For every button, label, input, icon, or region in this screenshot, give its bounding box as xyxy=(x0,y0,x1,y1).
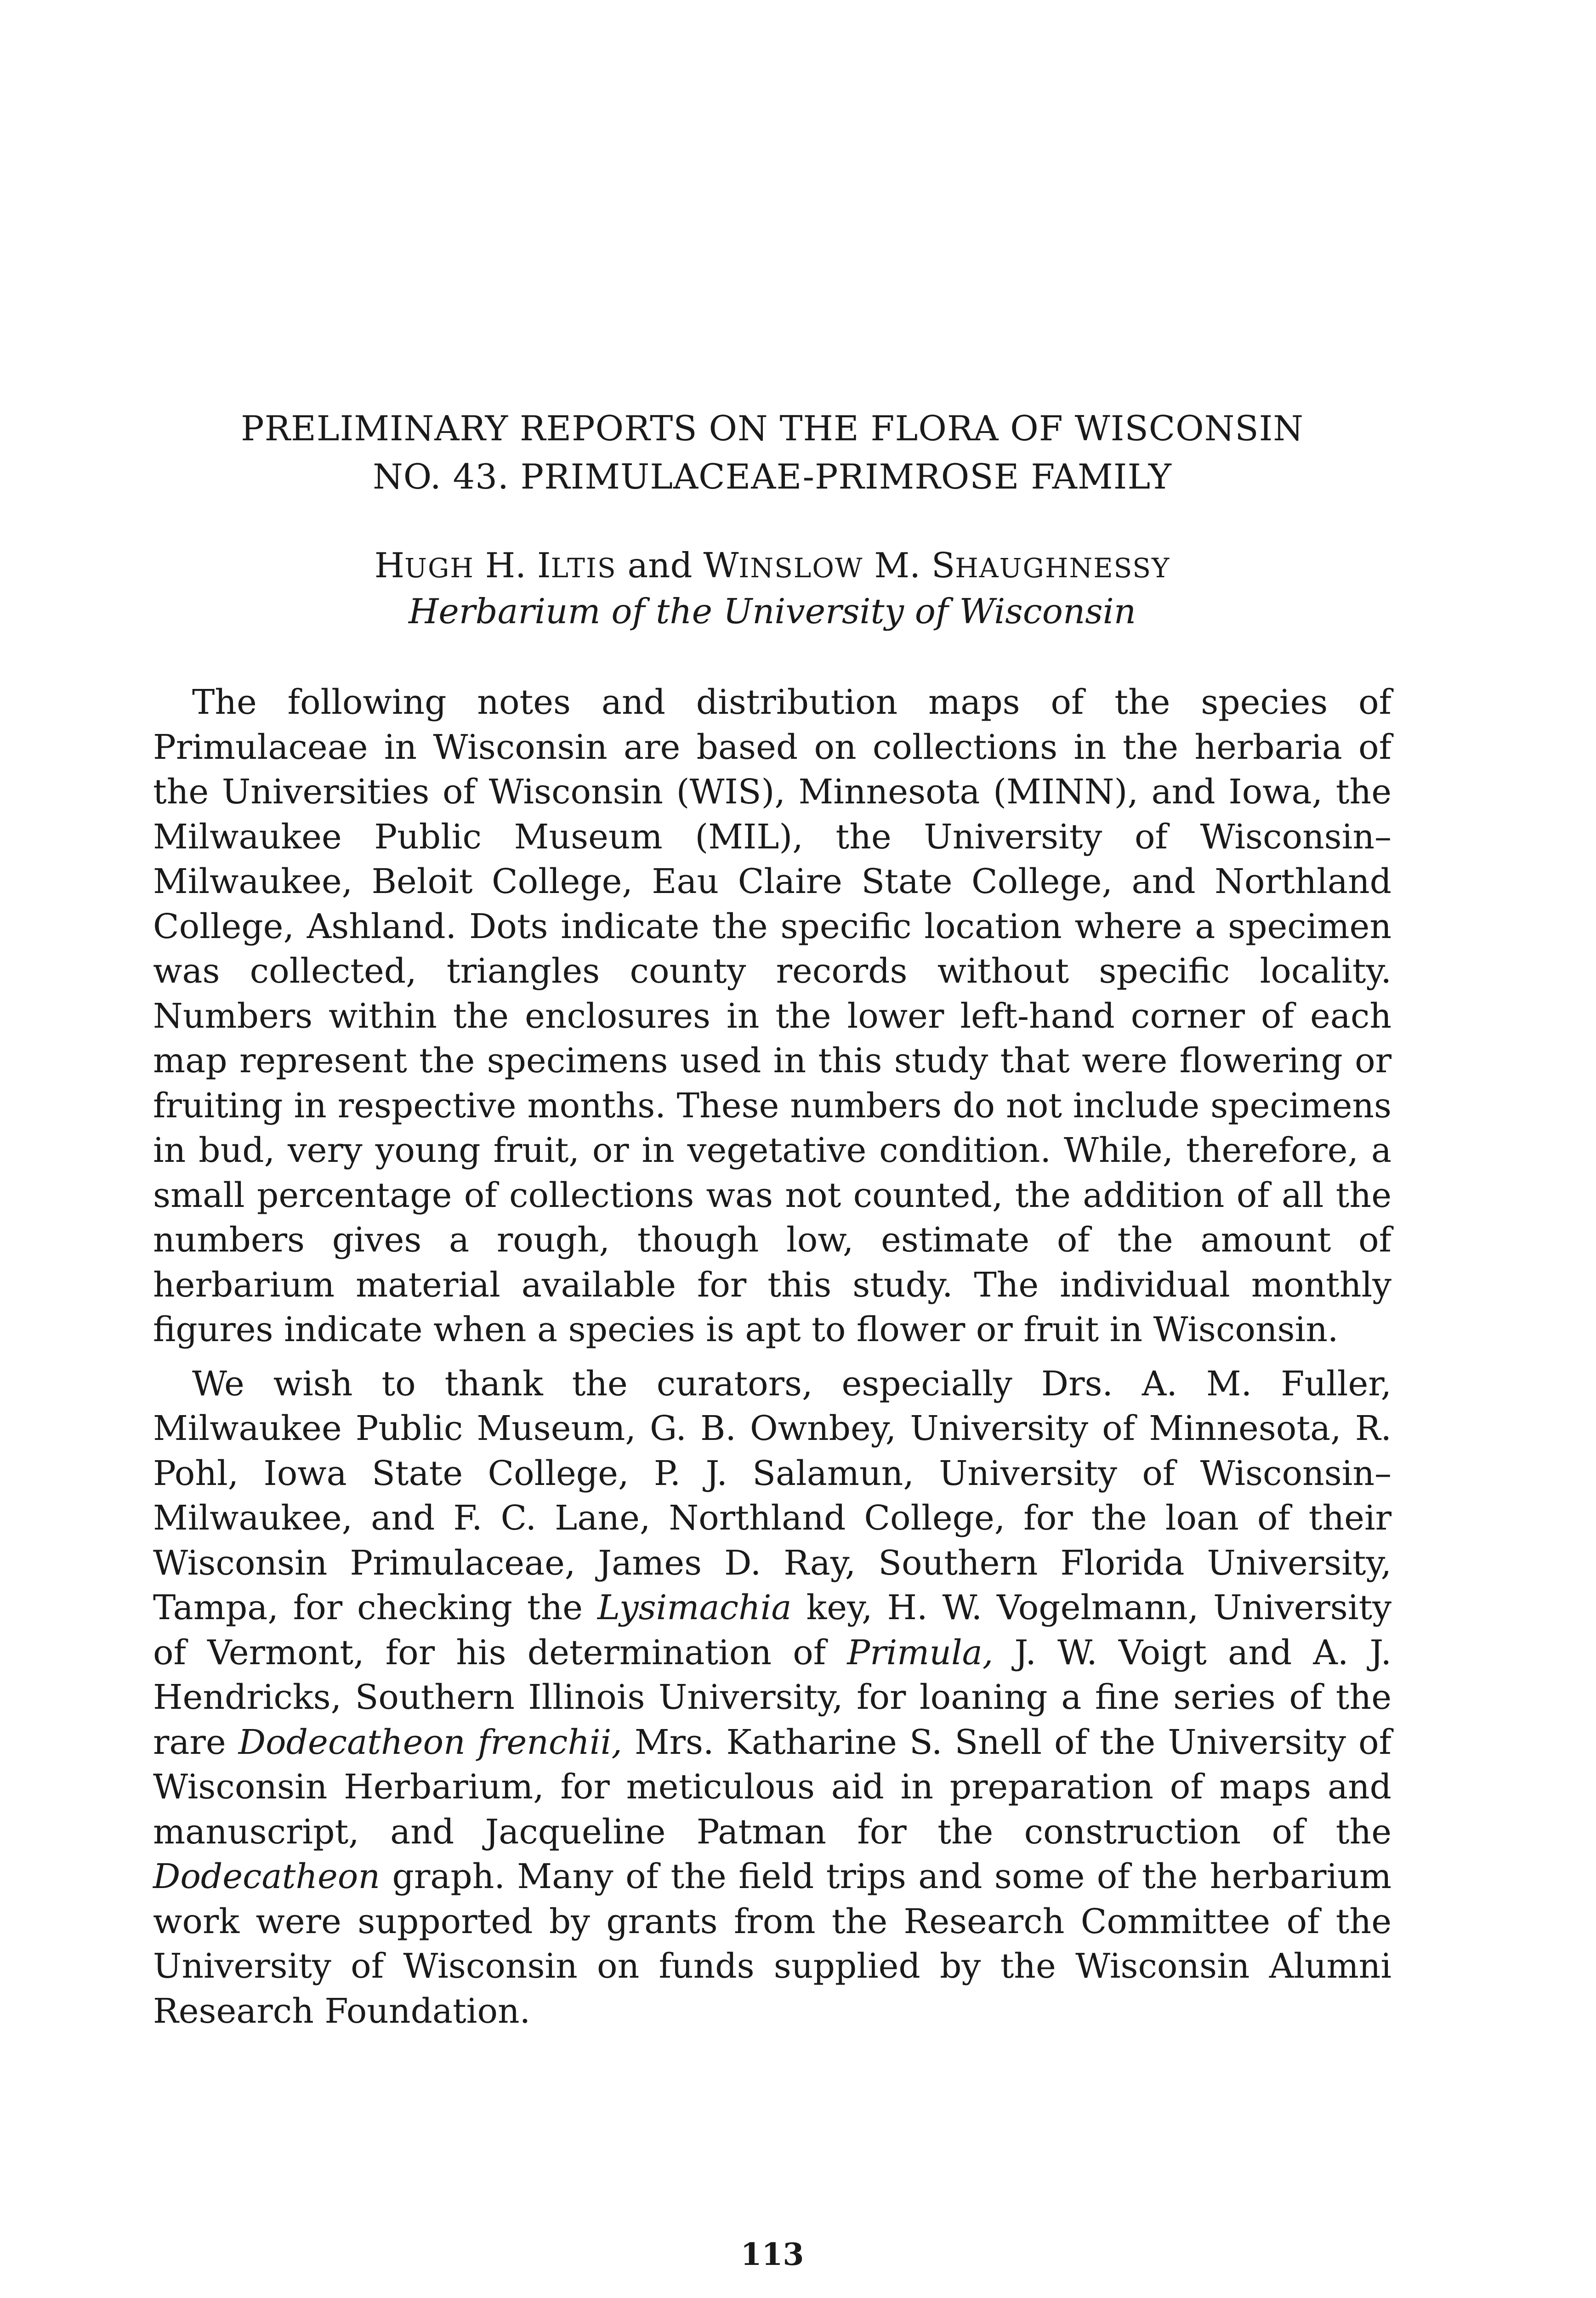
article-body xyxy=(153,680,1392,2043)
page-number: 113 xyxy=(740,2236,804,2272)
taxon-dodecatheon-frenchii: Dodecatheon frenchii, xyxy=(238,1722,622,1762)
article-title xyxy=(153,404,1392,501)
taxon-lysimachia: Lysimachia xyxy=(597,1588,792,1627)
author-1: HUGH H. ILTIS xyxy=(374,545,617,586)
author-2: WINSLOW M. SHAUGHNESSY xyxy=(703,545,1170,586)
author-affiliation: Herbarium of the University of Wisconsin xyxy=(408,591,1136,631)
title-line-2: NO. 43. PRIMULACEAE-PRIMROSE FAMILY xyxy=(373,456,1172,497)
taxon-primula: Primula, xyxy=(847,1632,994,1672)
title-line-1: PRELIMINARY REPORTS ON THE FLORA OF WISCONSIN xyxy=(241,408,1304,449)
author-line xyxy=(153,542,1392,591)
document-page xyxy=(153,0,1392,2298)
taxon-dodecatheon: Dodecatheon xyxy=(153,1857,381,1896)
paragraph-acknowledgments: We wish to thank the curators, especially Drs. A. M. Fuller, Milwaukee Public Museum, G. B. Ownbey, University of Minnesota, R. Pohl, Iowa State College, P. J. Salamun, University of Wisconsin–Milwaukee, and F. C. Lane, Northland College, for the loan of their Wisconsin Primulaceae, James D. Ray, Southern Florida University, Tampa, for checking the Lysimachia key, H. W. Vogelmann, University of Vermont, for his determination of Primula, J. W. Voigt and A. J. Hendricks, Southern Illinois University, for loaning a fine series of the rare Dodecatheon frenchii, Mrs. Katharine S. Snell of the University of Wisconsin Herbarium, for meticulous aid in preparation of maps and manuscript, and Jacqueline Patman for the construction of the Dodecatheon graph. Many of the field trips and some of the herbarium work were supported by grants from the Research Committee of the University of Wisconsin on funds supplied by the Wisconsin Alumni Research Foundation. xyxy=(153,1364,1392,2031)
author-conjunction: and xyxy=(627,545,693,586)
paragraph-intro: The following notes and distribution maps of the species of Primulaceae in Wisconsin are based on collections in the herbaria of the Universities of Wisconsin (WIS), Minnesota (MINN), and Iowa, the Milwaukee Public Museum (MIL), the University of Wisconsin–Milwaukee, Beloit College, Eau Claire State College, and Northland College, Ashland. Dots indicate the specific location where a specimen was collected, triangles county records without specific locality. Numbers within the enclosures in the lower left-hand corner of each map represent the specimens used in this study that were flowering or fruiting in respective months. These numbers do not include specimens in bud, very young fruit, or in vegetative condition. While, therefore, a small percentage of collections was not counted, the addition of all the numbers gives a rough, though low, estimate of the amount of herbarium material available for this study. The individual monthly figures indicate when a species is apt to flower or fruit in Wisconsin. xyxy=(153,683,1392,1349)
